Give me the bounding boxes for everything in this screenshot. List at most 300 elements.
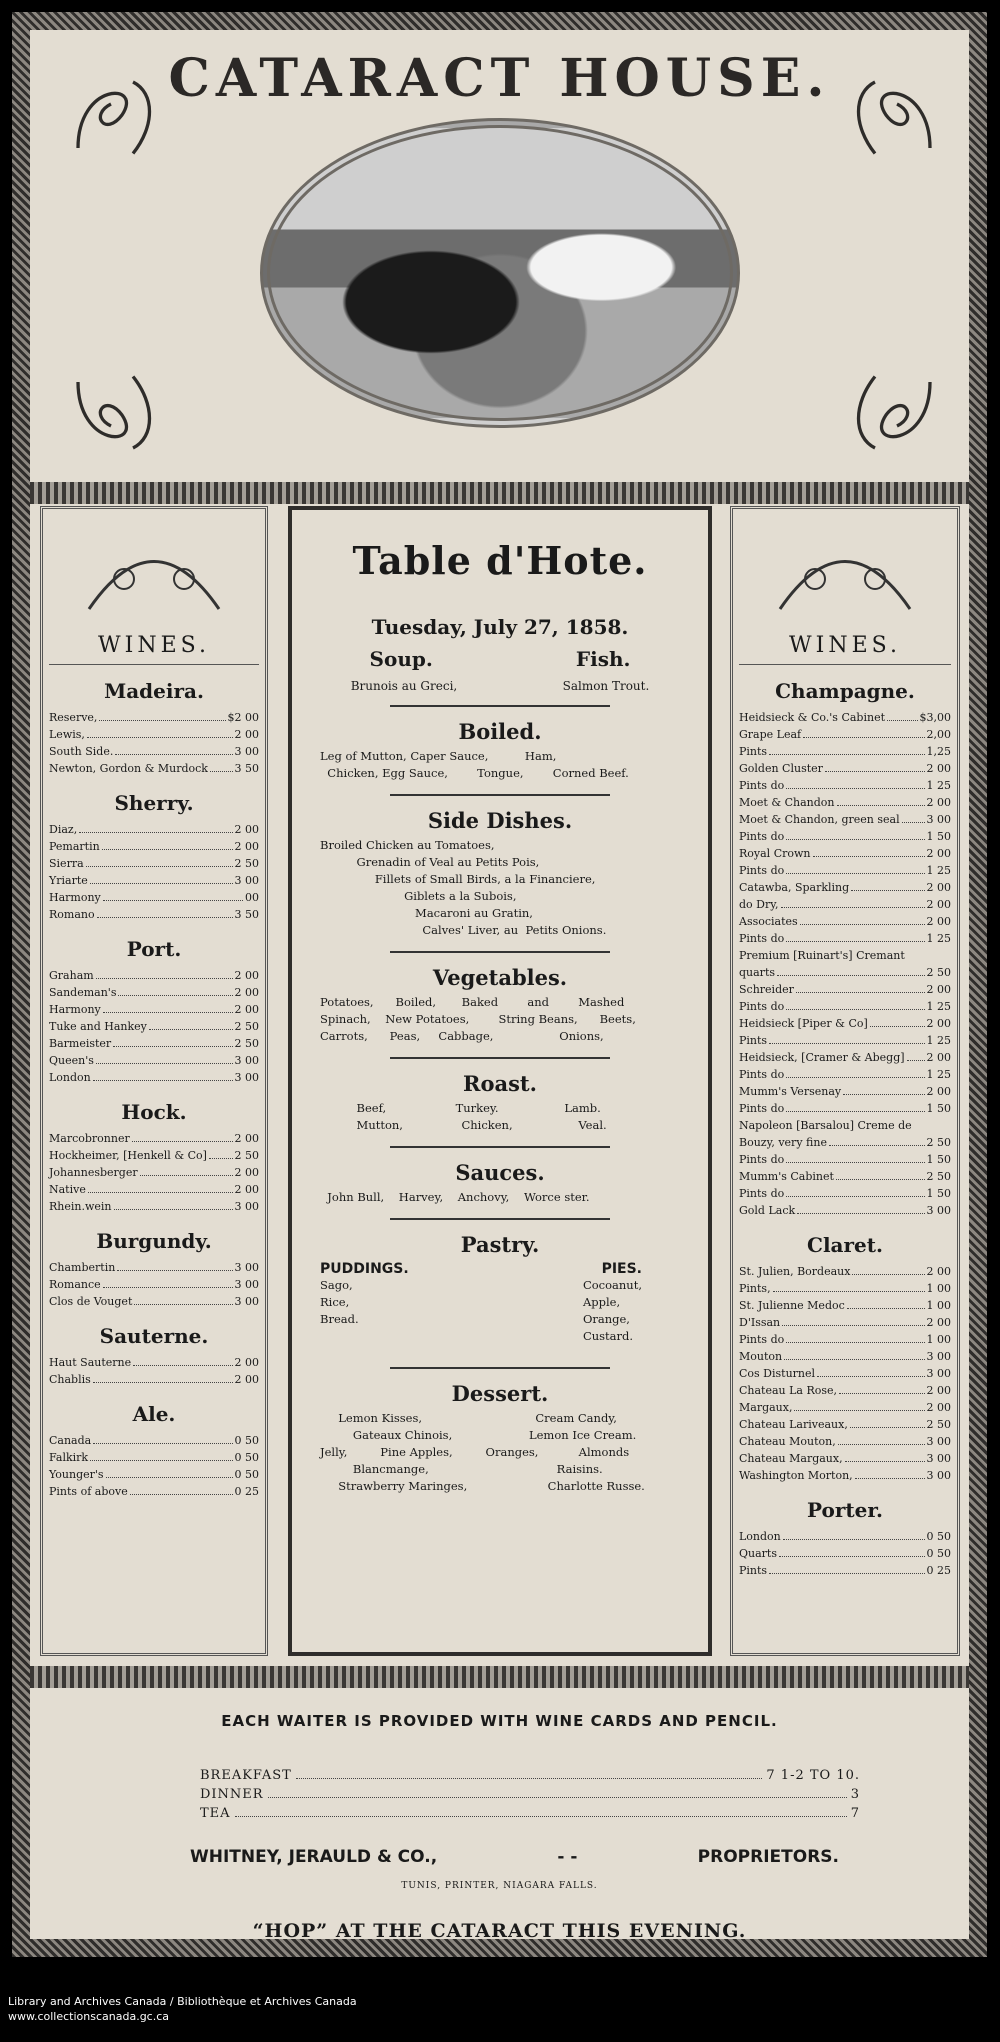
wine-name: Native: [49, 1183, 86, 1196]
wine-item: [739, 1202, 951, 1219]
wine-name: Rhein.wein: [49, 1200, 112, 1213]
wine-name: Pints do: [739, 932, 785, 945]
wine-section-title: Champagne.: [775, 679, 915, 703]
footer: [30, 1680, 969, 1910]
wine-price: 2 50: [926, 1418, 951, 1431]
wine-item: [739, 1134, 951, 1151]
wine-price: 2 00: [234, 1183, 259, 1196]
pie-item: Apple,: [582, 1295, 621, 1309]
leader-dots: [114, 1198, 233, 1210]
wine-name: Haut Sauterne: [49, 1356, 132, 1369]
meal-time: 7: [850, 1806, 860, 1821]
wine-price: 1 00: [926, 1333, 951, 1346]
wine-price: 1 25: [926, 1034, 951, 1047]
niagara-falls-engraving: [260, 118, 740, 428]
wine-item: [49, 1276, 259, 1293]
wine-price: 2 50: [926, 1170, 951, 1183]
wine-item: [739, 1331, 951, 1348]
wine-price: 3 00: [926, 813, 951, 826]
leader-dots: [850, 1416, 925, 1428]
wine-item: [49, 1052, 259, 1069]
menu-line: Fillets of Small Birds, a la Financiere,: [320, 872, 596, 886]
pudding-item: Rice,: [320, 1295, 350, 1309]
wines-right-column: [730, 506, 960, 1656]
leader-dots: [803, 726, 924, 738]
soup-item: Brunois au Greci,: [350, 679, 458, 693]
leader-dots: [783, 1528, 925, 1540]
wine-name: Pints do: [739, 864, 785, 877]
wine-price: 3 00: [234, 1200, 259, 1213]
wine-price: 1 50: [926, 830, 951, 843]
courses: [298, 705, 702, 1206]
wine-name: Barmeister: [49, 1037, 112, 1050]
leader-dots: [800, 913, 925, 925]
wine-item: [739, 1100, 951, 1117]
leader-dots: [134, 1293, 232, 1305]
page-title: CATARACT HOUSE.: [168, 48, 831, 109]
leader-dots: [786, 862, 924, 874]
wines-left-column: [40, 506, 268, 1656]
leader-dots: [813, 845, 925, 857]
wine-name: Golden Cluster: [739, 762, 823, 775]
arch-ornament-icon: [739, 509, 951, 629]
wine-name: Pints do: [739, 1102, 785, 1115]
wine-section-title: Claret.: [807, 1233, 883, 1257]
wine-price: 3 00: [234, 874, 259, 887]
flourish-ornament-icon: [842, 360, 952, 470]
wine-price: 2 00: [926, 847, 951, 860]
wine-item: [49, 984, 259, 1001]
wine-price: 3 00: [234, 1261, 259, 1274]
fish-heading: Fish.: [575, 647, 631, 671]
wine-name: Romano: [49, 908, 95, 921]
leader-dots: [96, 967, 233, 979]
leader-dots: [786, 828, 924, 840]
wine-item: [49, 1449, 259, 1466]
wine-price: 2 00: [926, 1316, 951, 1329]
wine-item: [49, 1432, 259, 1449]
wine-item: [49, 821, 259, 838]
wine-name: Harmony: [49, 891, 101, 904]
proprietors-line: [190, 1847, 839, 1867]
proprietors-name: WHITNEY, JERAULD & CO.,: [190, 1847, 438, 1867]
wine-item: [49, 1001, 259, 1018]
leader-dots: [829, 1134, 925, 1146]
wine-name: Harmony: [49, 1003, 101, 1016]
pie-item: Custard.: [582, 1329, 634, 1343]
wine-name: Chablis: [49, 1373, 91, 1386]
divider: [390, 705, 610, 707]
wine-price: 3 00: [926, 1367, 951, 1380]
wine-price: 2 00: [926, 1401, 951, 1414]
wine-item: [739, 879, 951, 896]
puddings-heading: PUDDINGS.: [320, 1261, 409, 1277]
wine-name: Pints do: [739, 1187, 785, 1200]
menu-line: Mutton, Chicken, Veal.: [320, 1118, 607, 1132]
wine-name: Sandeman's: [49, 986, 117, 999]
course-title: Roast.: [463, 1071, 537, 1096]
leader-dots: [851, 879, 924, 891]
wine-name: Pints do: [739, 1153, 785, 1166]
wine-price: 2 50: [234, 1149, 259, 1162]
leader-dots: [99, 709, 225, 721]
wine-price: 1,25: [926, 745, 951, 758]
wine-name: Sierra: [49, 857, 84, 870]
wine-item: [49, 1181, 259, 1198]
wine-item: [49, 709, 259, 726]
leader-dots: [786, 1066, 924, 1078]
wine-name: Washington Morton,: [739, 1469, 853, 1482]
leader-dots: [79, 821, 232, 833]
wine-name: Younger's: [49, 1468, 104, 1481]
wine-price: 2 00: [926, 762, 951, 775]
meal-time: 7 1-2 TO 10.: [766, 1768, 860, 1783]
wine-name: Pemartin: [49, 840, 100, 853]
hop-announcement: “HOP” AT THE CATARACT THIS EVENING.: [252, 1920, 747, 1942]
wine-name: Premium [Ruinart's] Cremant: [739, 949, 905, 962]
wine-price: 3 00: [234, 1071, 259, 1084]
wine-item: [739, 1562, 951, 1579]
wine-price: 2 00: [234, 823, 259, 836]
wine-section-title: Porter.: [806, 1498, 883, 1522]
wine-name: Cos Disturnel: [739, 1367, 816, 1380]
leader-dots: [786, 1151, 924, 1163]
menu-line: John Bull, Harvey, Anchovy, Worce ster.: [320, 1190, 590, 1204]
wine-name: quarts: [739, 966, 776, 979]
wine-item: [739, 964, 951, 981]
menu-line: Broiled Chicken au Tomatoes,: [320, 838, 495, 852]
leader-dots: [839, 1382, 924, 1394]
wine-section-title: Ale.: [132, 1402, 176, 1426]
meal-row: [200, 1804, 860, 1823]
wine-item: [49, 906, 259, 923]
wine-section-title: Madeira.: [104, 679, 204, 703]
wine-name: Pints do: [739, 1333, 785, 1346]
wine-item: [739, 1168, 951, 1185]
wine-item: [49, 838, 259, 855]
wine-item: [739, 998, 951, 1015]
divider: [390, 1057, 610, 1059]
wine-price: 3 00: [926, 1435, 951, 1448]
wine-name: Chambertin: [49, 1261, 116, 1274]
wine-price: 3 00: [234, 745, 259, 758]
wine-item: [739, 777, 951, 794]
wine-price: 2 50: [234, 1037, 259, 1050]
pie-item: Cocoanut,: [582, 1278, 642, 1292]
leader-dots: [777, 964, 924, 976]
leader-dots: [781, 896, 925, 908]
wine-item: [49, 1259, 259, 1276]
dessert-line: Gateaux Chinois, Lemon Ice Cream.: [320, 1428, 637, 1442]
wine-item: [739, 913, 951, 930]
wine-price: 0 50: [234, 1468, 259, 1481]
wine-item: [49, 1354, 259, 1371]
wine-name: Pints do: [739, 779, 785, 792]
wine-item: [739, 930, 951, 947]
wine-price: 2 00: [234, 840, 259, 853]
divider: [390, 1367, 610, 1369]
divider: [390, 794, 610, 796]
wine-price: 0 50: [234, 1434, 259, 1447]
wine-price: 3 00: [926, 1350, 951, 1363]
meal-name: BREAKFAST: [200, 1768, 292, 1783]
wine-section-title: Sherry.: [114, 791, 194, 815]
wine-price: 1 25: [926, 1000, 951, 1013]
leader-dots: [93, 1371, 233, 1383]
leader-dots: [887, 709, 917, 721]
wine-name: Pints do: [739, 830, 785, 843]
proprietors-label: PROPRIETORS.: [697, 1847, 839, 1867]
divider: [390, 951, 610, 953]
wine-price: 0 50: [926, 1530, 951, 1543]
wine-name: Heidsieck [Piper & Co]: [739, 1017, 868, 1030]
leader-dots: [103, 1276, 233, 1288]
meal-time: 3: [850, 1787, 860, 1802]
wine-price: 1 50: [926, 1187, 951, 1200]
wine-item: [49, 967, 259, 984]
menu-title: Table d'Hote.: [352, 538, 648, 583]
meal-name: TEA: [200, 1806, 231, 1821]
leader-dots: [90, 872, 233, 884]
leader-dots: [797, 1202, 924, 1214]
pies-list: [583, 1277, 642, 1345]
wine-price: 2 00: [234, 1356, 259, 1369]
wine-name: D'Issan: [739, 1316, 781, 1329]
wine-price: 2 00: [234, 969, 259, 982]
archive-url[interactable]: www.collectionscanada.gc.ca: [8, 2010, 170, 2023]
wine-name: Quarts: [739, 1547, 777, 1560]
wine-name: Lewis,: [49, 728, 85, 741]
wine-price: 3 00: [234, 1054, 259, 1067]
wine-item: [739, 1382, 951, 1399]
leader-dots: [843, 1083, 924, 1095]
leader-dots: [786, 777, 924, 789]
wine-item: [49, 1371, 259, 1388]
leader-dots: [296, 1766, 763, 1779]
leader-dots: [93, 1069, 233, 1081]
menu-line: Carrots, Peas, Cabbage, Onions,: [320, 1029, 604, 1043]
pastry-items: [298, 1277, 702, 1345]
wine-item: [739, 760, 951, 777]
wine-section-title: Hock.: [121, 1100, 187, 1124]
pie-item: Orange,: [582, 1312, 630, 1326]
wine-item: [739, 1015, 951, 1032]
pudding-item: Bread.: [320, 1312, 359, 1326]
dessert-line: Lemon Kisses, Cream Candy,: [320, 1411, 617, 1425]
wine-name: Chateau Margaux,: [739, 1452, 843, 1465]
wine-item: [739, 1263, 951, 1280]
menu-sheet: [12, 12, 987, 1957]
divider: [390, 1146, 610, 1148]
leader-dots: [870, 1015, 925, 1027]
wine-item: [49, 1035, 259, 1052]
wine-item: [739, 1399, 951, 1416]
fish-item: Salmon Trout.: [562, 679, 650, 693]
wine-name: Catawba, Sparkling: [739, 881, 850, 894]
leader-dots: [773, 1280, 925, 1292]
wine-price: 3 50: [234, 762, 259, 775]
wine-item: [49, 760, 259, 777]
wine-price: 2 00: [234, 1132, 259, 1145]
wine-item: [739, 1528, 951, 1545]
wine-price: 2 50: [234, 857, 259, 870]
leader-dots: [103, 889, 243, 901]
soup-fish-items: [298, 679, 702, 693]
wine-price: 0 50: [926, 1547, 951, 1560]
meal-name: DINNER: [200, 1787, 264, 1802]
leader-dots: [786, 1185, 924, 1197]
wine-item: [739, 1416, 951, 1433]
wine-name: London: [739, 1530, 781, 1543]
leader-dots: [130, 1483, 233, 1495]
wine-name: Royal Crown: [739, 847, 811, 860]
course-title: Boiled.: [458, 719, 542, 744]
pastry-subheads: [298, 1261, 702, 1277]
leader-dots: [235, 1804, 847, 1817]
leader-dots: [93, 1432, 232, 1444]
wine-price: 2 00: [926, 898, 951, 911]
menu-line: Giblets a la Subois,: [320, 889, 517, 903]
wine-item: [739, 1365, 951, 1382]
wine-price: 0 25: [234, 1485, 259, 1498]
menu-line: Grenadin of Veal au Petits Pois,: [320, 855, 540, 869]
menu-line: Calves' Liver, au Petits Onions.: [320, 923, 607, 937]
leader-dots: [784, 1348, 924, 1360]
wine-name: Chateau Mouton,: [739, 1435, 836, 1448]
wine-item: [49, 1018, 259, 1035]
wine-item: [739, 896, 951, 913]
wine-item: [739, 1314, 951, 1331]
wine-price: 1 25: [926, 864, 951, 877]
wine-item: [739, 1083, 951, 1100]
wine-item: [49, 889, 259, 906]
wine-price: 3 00: [926, 1204, 951, 1217]
archive-credit: [8, 1994, 357, 2024]
leader-dots: [769, 1562, 924, 1574]
wine-price: 3 50: [234, 908, 259, 921]
leader-dots: [118, 984, 232, 996]
wine-section-title: Burgundy.: [96, 1229, 212, 1253]
wine-item: [739, 1185, 951, 1202]
leader-dots: [855, 1467, 925, 1479]
wine-item: [49, 1293, 259, 1310]
wine-price: 2,00: [926, 728, 951, 741]
arch-ornament-icon: [49, 509, 259, 629]
wine-name: Mumm's Cabinet: [739, 1170, 834, 1183]
leader-dots: [836, 1168, 925, 1180]
course-title: Dessert.: [451, 1381, 549, 1406]
wine-item: [739, 862, 951, 879]
leader-dots: [106, 1466, 233, 1478]
leader-dots: [90, 1449, 232, 1461]
wine-price: 2 00: [926, 1085, 951, 1098]
leader-dots: [113, 1035, 232, 1047]
wine-item: [739, 709, 951, 726]
leader-dots: [103, 1001, 233, 1013]
wine-price: 2 00: [926, 983, 951, 996]
leader-dots: [782, 1314, 924, 1326]
wine-item: [739, 1467, 951, 1484]
leader-dots: [210, 760, 233, 772]
wine-price: 3 00: [926, 1469, 951, 1482]
wine-price: 1 00: [926, 1299, 951, 1312]
wine-name: Pints,: [739, 1282, 771, 1295]
leader-dots: [794, 1399, 924, 1411]
leader-dots: [837, 794, 925, 806]
wine-price: 2 00: [234, 1003, 259, 1016]
wine-name: South Side.: [49, 745, 114, 758]
wine-price: 2 00: [234, 986, 259, 999]
wine-price: $3,00: [919, 711, 951, 724]
leader-dots: [786, 1331, 924, 1343]
wine-price: 2 00: [926, 881, 951, 894]
wine-name: Marcobronner: [49, 1132, 130, 1145]
course-title: Sauces.: [455, 1160, 545, 1185]
soup-heading: Soup.: [369, 647, 433, 671]
wine-item: [739, 1450, 951, 1467]
wine-price: 2 00: [926, 1017, 951, 1030]
wine-item: [739, 1280, 951, 1297]
wine-name: Margaux,: [739, 1401, 793, 1414]
wine-price: 3 00: [234, 1295, 259, 1308]
leader-dots: [796, 981, 925, 993]
leader-dots: [779, 1545, 925, 1557]
wine-price: 2 00: [234, 1166, 259, 1179]
wine-name: Heidsieck, [Cramer & Abegg]: [739, 1051, 905, 1064]
wine-name: Falkirk: [49, 1451, 89, 1464]
course-title: Side Dishes.: [427, 808, 573, 833]
wine-price: 2 00: [234, 1373, 259, 1386]
wine-price: 1 00: [926, 1282, 951, 1295]
wine-item: [739, 981, 951, 998]
wine-item: [739, 1151, 951, 1168]
leader-dots: [907, 1049, 925, 1061]
wine-name: Chateau La Rose,: [739, 1384, 838, 1397]
wine-item: [739, 743, 951, 760]
wine-name: Clos de Vouget: [49, 1295, 133, 1308]
waiter-notice: EACH WAITER IS PROVIDED WITH WINE CARDS AND PENCIL.: [221, 1712, 778, 1730]
wine-item: [739, 1049, 951, 1066]
wine-item: [739, 845, 951, 862]
wine-item: [739, 1433, 951, 1450]
wine-item: [739, 726, 951, 743]
wine-name: Mouton: [739, 1350, 783, 1363]
wine-name: Associates: [739, 915, 798, 928]
wine-price: 2 00: [234, 728, 259, 741]
wine-name: Mumm's Versenay: [739, 1085, 842, 1098]
wine-name: Tuke and Hankey: [49, 1020, 147, 1033]
leader-dots: [88, 1181, 233, 1193]
wine-item: [739, 1117, 951, 1134]
wine-name: Pints do: [739, 1068, 785, 1081]
wine-item: [739, 1032, 951, 1049]
leader-dots: [117, 1259, 232, 1271]
wine-item: [49, 855, 259, 872]
wine-price: 2 50: [926, 1136, 951, 1149]
wine-item: [739, 828, 951, 845]
wine-section-title: Sauterne.: [99, 1324, 209, 1348]
wine-name: Hockheimer, [Henkell & Co]: [49, 1149, 207, 1162]
dessert-line: Jelly, Pine Apples, Oranges, Almonds: [320, 1445, 630, 1459]
leader-dots: [96, 1052, 233, 1064]
leader-dots: [845, 1450, 925, 1462]
wine-item: [49, 726, 259, 743]
wine-price: 2 00: [926, 1051, 951, 1064]
wine-price: 2 00: [926, 915, 951, 928]
wine-name: Napoleon [Barsalou] Creme de: [739, 1119, 912, 1132]
wine-name: Romance: [49, 1278, 101, 1291]
flourish-ornament-icon: [56, 360, 166, 470]
